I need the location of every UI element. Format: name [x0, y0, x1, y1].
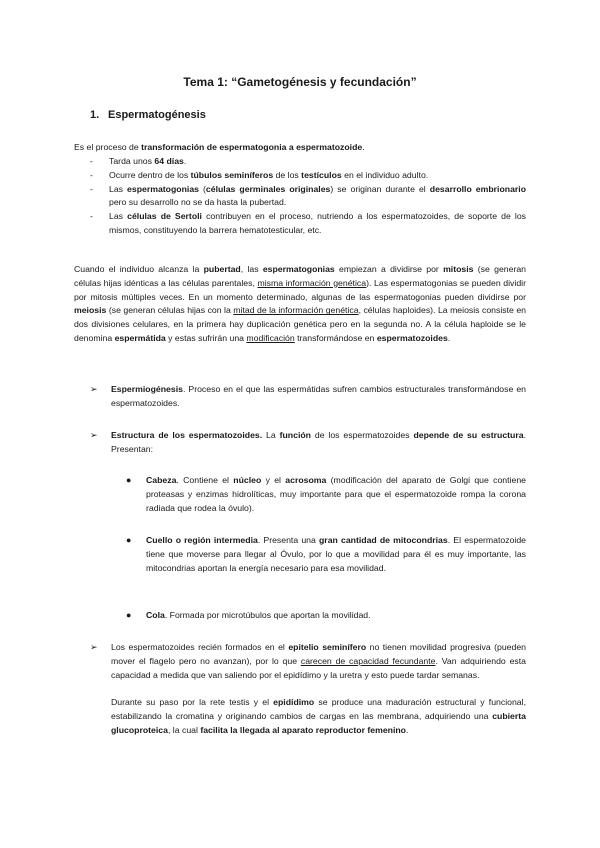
arrow-marker: ➢	[90, 430, 98, 440]
text-run: contribuyen en el proceso, nutriendo a los espermatozoides, de soporte de los mismos, constituyendo la barrera hematotesticular, etc.	[109, 211, 527, 235]
bullet-marker: ●	[126, 610, 132, 620]
bold-text: función	[279, 430, 311, 440]
bullet-item-text	[146, 474, 526, 515]
dash-marker: -	[90, 156, 93, 166]
text-run: . Proceso en el que las espermátidas sufren cambios estructurales transformándose en espermatozoides.	[111, 384, 526, 408]
bold-text: células de Sertoli	[127, 211, 202, 222]
bold-text: epidídimo	[273, 697, 315, 708]
bold-text: desarrollo embrionario	[429, 183, 527, 194]
bullet-item-text	[146, 534, 526, 575]
bold-text: células germinales originales	[205, 183, 331, 194]
underlined-text: mitad de la información genética	[233, 305, 359, 316]
section-title: Espermatogénesis	[108, 109, 206, 121]
bold-text: Cuello o región intermedia	[146, 535, 258, 545]
dash-list	[90, 155, 526, 238]
underlined-text: modificación	[246, 332, 295, 343]
dash-marker: -	[90, 183, 93, 194]
bold-text: Cola	[146, 610, 165, 620]
text-run: , la cual	[167, 724, 201, 735]
underlined-text: carecen de capacidad fecundante	[300, 655, 436, 666]
bold-text: espermatogonias	[262, 264, 335, 274]
page-title: Tema 1: “Gametogénesis y fecundación”	[183, 75, 417, 89]
bold-text: acrosoma	[285, 475, 327, 485]
section-number: 1.	[90, 109, 100, 121]
bold-text: túbulos seminíferos	[190, 169, 274, 180]
text-run: pero su desarrollo no se da hasta la pubertad.	[109, 197, 287, 208]
text-run: no tienen movilidad progresiva (pueden mover el flagelo pero no avanzan), por lo que	[111, 642, 527, 666]
text-run: y estas sufrirán una	[165, 332, 247, 343]
bold-text: meiosis	[74, 305, 107, 316]
text-run: ). Las espermatogonias se pueden dividir por mitosis múltiples veces. En un momento determinado, algunas de las espermatogonias pueden dividirse por	[74, 277, 526, 302]
list-item	[90, 155, 526, 169]
bold-text: núcleo	[233, 475, 262, 485]
bold-text: facilita la llegada al aparato reproductor femenino	[200, 724, 406, 735]
list-item	[90, 183, 526, 211]
text-run: en el individuo adulto.	[341, 169, 429, 180]
text-run: , células haploides). La meiosis consiste en dos divisiones celulares, en la primera hay duplicación genética pero en la segunda no. A la célula haploide se le denomina	[74, 305, 526, 343]
bold-text: 64 días	[154, 156, 184, 166]
text-run: Las	[109, 211, 128, 222]
bold-text: testículos	[301, 169, 342, 180]
bullet-item-text	[146, 609, 526, 623]
underlined-text: misma información genética	[257, 277, 367, 288]
text-run: y el	[261, 475, 286, 485]
dash-marker: -	[90, 211, 93, 222]
text-run: .	[183, 156, 187, 166]
text-run: (se generan células hijas con la	[106, 305, 234, 316]
text-run: empiezan a dividirse por	[334, 264, 444, 274]
text-run: de los	[273, 169, 302, 180]
arrow-item-espermiogenesis	[90, 383, 526, 411]
text-run: . Van adquiriendo esta capacidad a medida que van saliendo por el epidídimo y la uretra y esto puede tardar semanas.	[111, 655, 526, 680]
text-run: Los espermatozoides recién formados en el	[111, 642, 289, 652]
dash-marker: -	[90, 169, 93, 180]
text-run: . Presentan:	[111, 430, 526, 454]
text-run: se produce una maduración estructural y funcional, estabilizando la cromatina y originando cambios de cargas en las membrana, adquiriendo una	[111, 697, 526, 722]
bold-text: Estructura de los espermatozoides.	[111, 430, 263, 440]
text-run: .	[362, 142, 365, 152]
bold-text: Cabeza	[146, 475, 177, 485]
text-run: .	[447, 332, 451, 343]
text-run: (se generan células hijas idénticas a las células parentales,	[74, 264, 527, 288]
bold-text: pubertad	[203, 264, 241, 274]
bullet-item-cuello	[126, 534, 526, 575]
arrow-item-text	[111, 429, 526, 457]
text-run: Durante su paso por la rete testis y el	[111, 697, 274, 708]
text-run: La	[262, 430, 280, 440]
text-run: Cuando el individuo alcanza la	[74, 264, 204, 274]
text-run: . El espermatozoide tiene que moverse para llegar al Óvulo, por lo que a movilidad para él es muy importante, las mitocondrias aportan la energía necesario para esa movilidad.	[146, 535, 527, 573]
bullet-marker: ●	[126, 535, 132, 545]
text-run: .	[406, 724, 409, 735]
bullet-item-cola	[126, 609, 526, 623]
arrow-marker: ➢	[90, 384, 98, 394]
bold-text: espermátida	[114, 332, 166, 343]
arrow-item-estructura	[90, 429, 526, 457]
text-run: . Contiene el	[176, 475, 234, 485]
bold-text: mitosis	[443, 264, 474, 274]
list-item	[90, 210, 526, 238]
bold-text: espermatozoides	[376, 332, 448, 343]
intro-paragraph	[74, 141, 526, 155]
text-run: . Presenta una	[257, 535, 319, 545]
bold-text: cubierta glucoproteica	[111, 711, 526, 735]
bold-text: transformación de espermatogonia a espermatozoide	[141, 142, 363, 152]
text-run: (modificación del aparato de Golgi que contiene proteasas y enzimas hidrolíticas, muy importante para que el espermatozoide rompa la corona radiada que rodea la óvulo).	[146, 475, 526, 513]
text-run: (	[198, 183, 206, 194]
text-run: . Formada por microtúbulos que aportan la movilidad.	[164, 610, 371, 620]
arrow-item-continuation	[111, 696, 526, 737]
bold-text: gran cantidad de mitocondrias	[319, 535, 448, 545]
text-run: , las	[240, 264, 263, 274]
bold-text: Espermiogénesis	[111, 384, 183, 394]
text-run: Las	[109, 183, 128, 194]
text-run: Ocurre dentro de los	[109, 169, 191, 180]
list-item	[90, 169, 526, 183]
arrow-marker: ➢	[90, 642, 98, 652]
text-run: de los espermatozoides	[310, 430, 414, 440]
bold-text: espermatogonias	[127, 183, 199, 194]
arrow-item-text	[111, 383, 526, 411]
bold-text: epitelio seminífero	[288, 642, 367, 652]
bullet-item-cabeza	[126, 474, 526, 515]
bold-text: depende de su estructura	[413, 430, 524, 440]
bullet-marker: ●	[126, 475, 132, 485]
text-run: Es el proceso de	[74, 142, 142, 152]
arrow-item-capacidad	[90, 641, 526, 738]
text-run: Tarda unos	[109, 156, 155, 166]
text-run: ) se originan durante el	[330, 183, 430, 194]
pubertad-paragraph	[74, 263, 526, 346]
text-run: transformándose en	[294, 332, 377, 343]
arrow-item-text	[111, 641, 526, 682]
section-heading	[90, 108, 206, 123]
